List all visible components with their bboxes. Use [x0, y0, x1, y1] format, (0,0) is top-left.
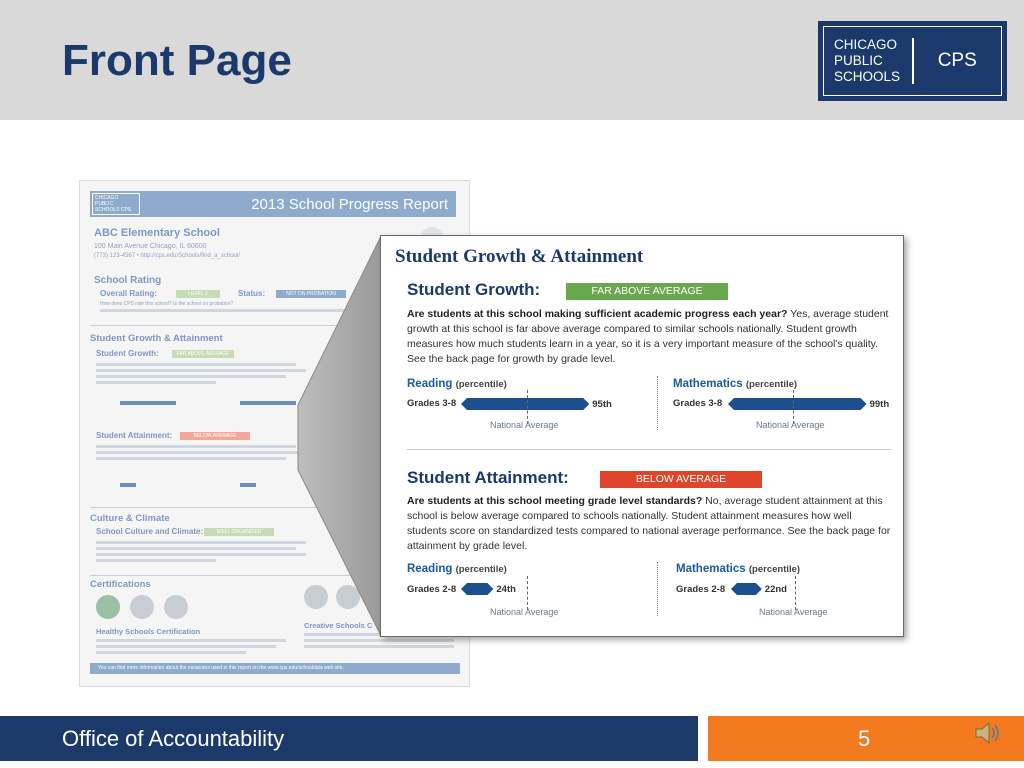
attainment-reading-unit: (percentile) — [455, 564, 507, 575]
logo-line-3: SCHOOLS — [834, 69, 901, 84]
logo-line-2: PUBLIC — [834, 53, 883, 68]
student-attainment-label: Student Attainment: — [407, 468, 569, 487]
footer-office: Office of Accountability — [62, 726, 285, 751]
thumb-overall-rating-label: Overall Rating: — [100, 289, 157, 298]
attainment-reading-label — [407, 563, 507, 575]
national-average-marker — [793, 390, 794, 424]
attainment-reading-grades: Grades 2-8 — [407, 584, 457, 595]
thumb-growth-value: FAR ABOVE AVERAGE — [172, 350, 234, 358]
metric-separator — [657, 562, 658, 616]
attainment-math-unit: (percentile) — [748, 564, 801, 575]
thumb-attainment-label: Student Attainment: — [96, 431, 173, 440]
growth-reading-value: 95th — [592, 399, 612, 410]
attainment-question: Are students at this school meeting grade level standards? — [407, 495, 703, 507]
thumb-status-value: NOT ON PROBATION — [276, 290, 346, 298]
growth-badge: FAR ABOVE AVERAGE — [566, 283, 728, 300]
thumb-creative-schools: Creative Schools C — [304, 621, 373, 630]
thumb-logo: CHICAGO PUBLIC SCHOOLS CPS — [92, 193, 140, 215]
growth-math-bar — [728, 398, 867, 410]
slide-title: Front Page — [62, 36, 292, 85]
attainment-paragraph — [407, 494, 891, 554]
growth-reading-bar — [461, 398, 589, 410]
growth-math-national-average: National Average — [756, 420, 825, 430]
attainment-math-national-average: National Average — [759, 607, 828, 617]
logo-line-1: CHICAGO — [834, 37, 898, 52]
growth-reading-label — [407, 378, 507, 390]
thumb-footer: You can find more information about the measures used in this report on the www.cps.edu/schooldata web site. — [90, 663, 460, 674]
growth-paragraph — [407, 307, 891, 367]
thumb-status-label: Status: — [238, 289, 266, 298]
thumb-contact: (773) 123-4567 • http://cps.edu/Schools/find_a_school/ — [94, 253, 240, 259]
attainment-reading-subject: Reading — [407, 563, 453, 575]
attainment-math-value: 22nd — [764, 584, 787, 595]
thumb-culture-label: School Culture and Climate: — [96, 527, 204, 536]
growth-question: Are students at this school making sufficient academic progress each year? — [407, 308, 788, 320]
national-average-marker — [527, 576, 528, 610]
thumb-growth-label: Student Growth: — [96, 349, 159, 358]
growth-reading-grades: Grades 3-8 — [407, 398, 457, 409]
callout-title: Student Growth & Attainment — [395, 246, 644, 267]
speaker-icon[interactable] — [972, 718, 1002, 748]
national-average-marker — [527, 390, 528, 424]
thumb-attainment-value: BELOW AVERAGE — [180, 432, 250, 440]
thumb-school-name: ABC Elementary School — [94, 227, 220, 239]
attainment-math-bar — [731, 583, 762, 595]
thumb-certifications-heading: Certifications — [90, 579, 151, 590]
growth-math-subject: Mathematics — [673, 378, 743, 390]
thumb-address: 100 Main Avenue Chicago, IL 60600 — [94, 243, 207, 250]
attainment-reading-bar — [461, 583, 493, 595]
growth-math-label — [673, 378, 797, 390]
thumb-sga-heading: Student Growth & Attainment — [90, 333, 223, 344]
attainment-math-grades: Grades 2-8 — [676, 584, 726, 595]
thumb-overall-rating-value: LEVEL 2 — [176, 290, 220, 298]
section-divider — [407, 449, 891, 450]
student-growth-label: Student Growth: — [407, 280, 541, 299]
thumb-rating-question: How does CPS rate this school? Is the school on probation? — [100, 301, 234, 307]
attainment-reading-value: 24th — [496, 584, 516, 595]
growth-reading-national-average: National Average — [490, 420, 559, 430]
thumb-healthy-schools: Healthy Schools Certification — [96, 627, 201, 636]
zoom-callout — [380, 235, 904, 637]
attainment-badge: BELOW AVERAGE — [600, 471, 762, 488]
page-number: 5 — [858, 726, 871, 751]
growth-reading-subject: Reading — [407, 378, 453, 390]
attainment-text: No, average student attainment at this school is below average compared to schools nationally. Student attainment measures how well students score on standardized tests compared to national average performance. See the back page for attainment by grade level. — [407, 495, 891, 552]
national-average-marker — [795, 576, 796, 610]
growth-reading-unit: (percentile) — [455, 379, 507, 390]
growth-math-value: 99th — [869, 399, 890, 410]
metric-separator — [657, 376, 658, 430]
growth-math-grades: Grades 3-8 — [673, 398, 723, 409]
attainment-reading-national-average: National Average — [490, 607, 559, 617]
logo-abbrev: CPS — [937, 50, 977, 71]
thumb-culture-heading: Culture & Climate — [90, 513, 170, 524]
thumb-banner-title: 2013 School Progress Report — [251, 195, 448, 213]
thumb-culture-value: WELL ORGANIZED — [204, 528, 274, 536]
growth-math-unit: (percentile) — [745, 379, 798, 390]
attainment-math-subject: Mathematics — [676, 563, 746, 575]
thumb-school-rating-heading: School Rating — [94, 275, 162, 286]
attainment-math-label — [676, 563, 800, 575]
growth-text: Yes, average student growth at this school is far above average compared to similar schools nationally. Student growth measures how much students learn in a year, so it is a very important measure of the school's quality. See the back page for growth by grade level. — [407, 308, 889, 365]
